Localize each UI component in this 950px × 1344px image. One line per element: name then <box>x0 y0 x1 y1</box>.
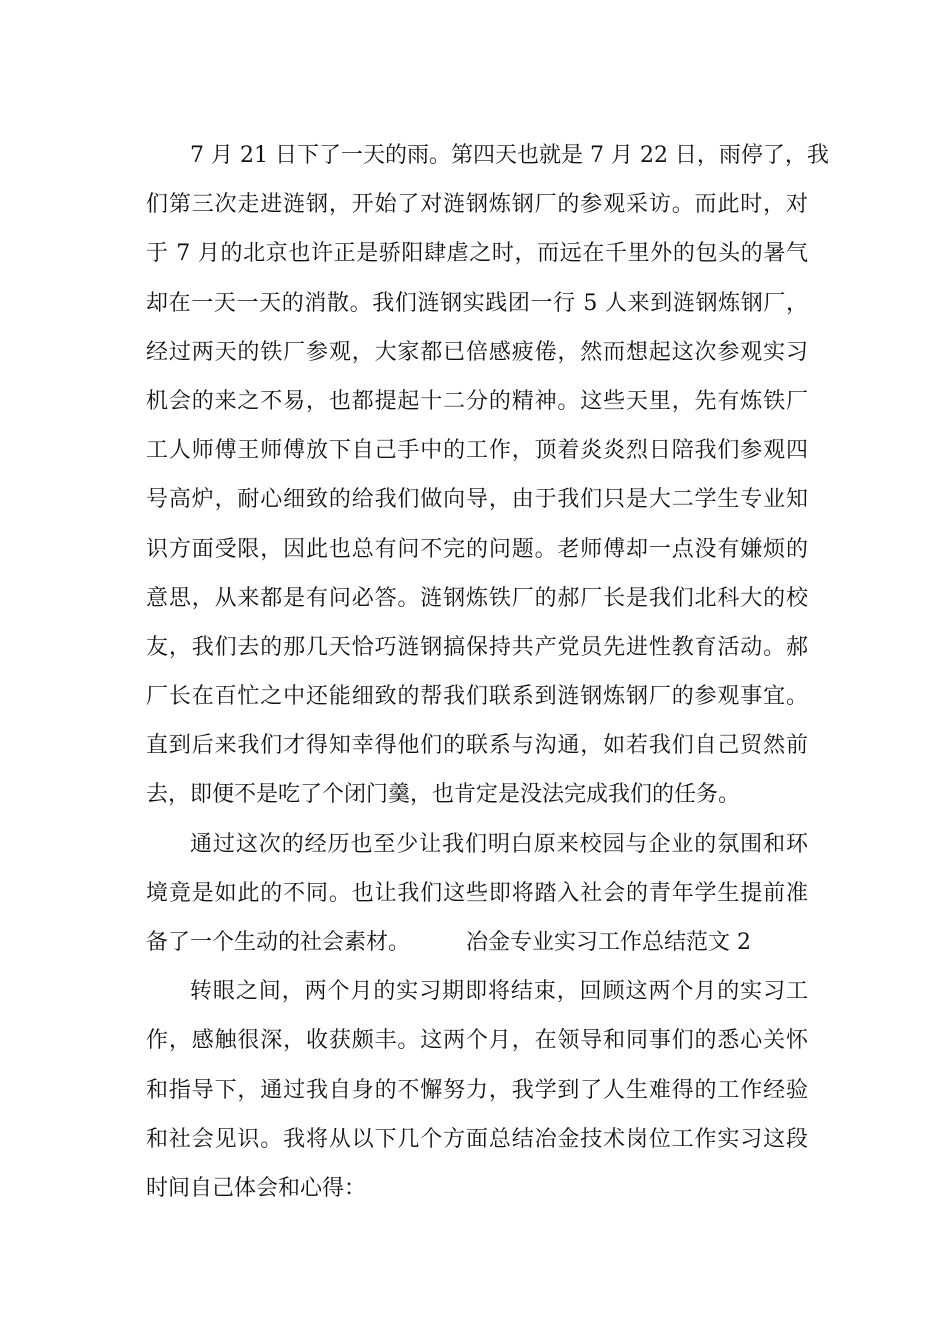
text-line: 境竟是如此的不同。也让我们这些即将踏入社会的青年学生提前准 <box>146 880 808 906</box>
text-line: 时间自己体会和心得： <box>146 1175 367 1201</box>
text-line: 们第三次走进涟钢，开始了对涟钢炼钢厂的参观采访。而此时，对 <box>146 192 808 218</box>
text-line: 作，感触很深，收获颇丰。这两个月，在领导和同事们的悉心关怀 <box>146 1028 808 1054</box>
text-line: 号高炉，耐心细致的给我们做向导，由于我们只是大二学生专业知 <box>146 487 808 513</box>
text-line: 工人师傅王师傅放下自己手中的工作，顶着炎炎烈日陪我们参观四 <box>146 438 808 464</box>
text-line: 识方面受限，因此也总有问不完的问题。老师傅却一点没有嫌烦的 <box>146 536 808 562</box>
text-line-with-section-heading: 备了一个生动的社会素材。 冶金专业实习工作总结范文 2 <box>146 930 751 955</box>
paragraph-2 <box>146 820 808 968</box>
text-line: 直到后来我们才得知幸得他们的联系与沟通，如若我们自己贸然前 <box>146 733 808 759</box>
text-line: 通过这次的经历也至少让我们明白原来校园与企业的氛围和环 <box>190 831 808 857</box>
text-line: 却在一天一天的消散。我们涟钢实践团一行 5 人来到涟钢炼钢厂， <box>146 290 808 316</box>
paragraph-1 <box>146 131 829 820</box>
text-line: 友，我们去的那几天恰巧涟钢搞保持共产党员先进性教育活动。郝 <box>146 634 808 660</box>
text-line: 7 月 21 日下了一天的雨。第四天也就是 7 月 22 日，雨停了，我 <box>190 143 829 168</box>
text-line: 于 7 月的北京也许正是骄阳肆虐之时，而远在千里外的包头的暑气 <box>146 241 808 267</box>
text-line: 和社会见识。我将从以下几个方面总结冶金技术岗位工作实习这段 <box>146 1126 808 1152</box>
text-line: 经过两天的铁厂参观，大家都已倍感疲倦，然而想起这次参观实习 <box>146 339 808 365</box>
text-line: 厂长在百忙之中还能细致的帮我们联系到涟钢炼钢厂的参观事宜。 <box>146 684 808 710</box>
text-line: 意思，从来都是有问必答。涟钢炼铁厂的郝厂长是我们北科大的校 <box>146 585 808 611</box>
paragraph-3 <box>146 967 808 1213</box>
text-line: 去，即便不是吃了个闭门羹，也肯定是没法完成我们的任务。 <box>146 782 741 808</box>
text-line: 机会的来之不易，也都提起十二分的精神。这些天里，先有炼铁厂 <box>146 388 808 414</box>
document-body <box>146 131 829 1213</box>
text-line: 转眼之间，两个月的实习期即将结束，回顾这两个月的实习工 <box>190 979 808 1005</box>
text-line: 和指导下，通过我自身的不懈努力，我学到了人生难得的工作经验 <box>146 1077 808 1103</box>
